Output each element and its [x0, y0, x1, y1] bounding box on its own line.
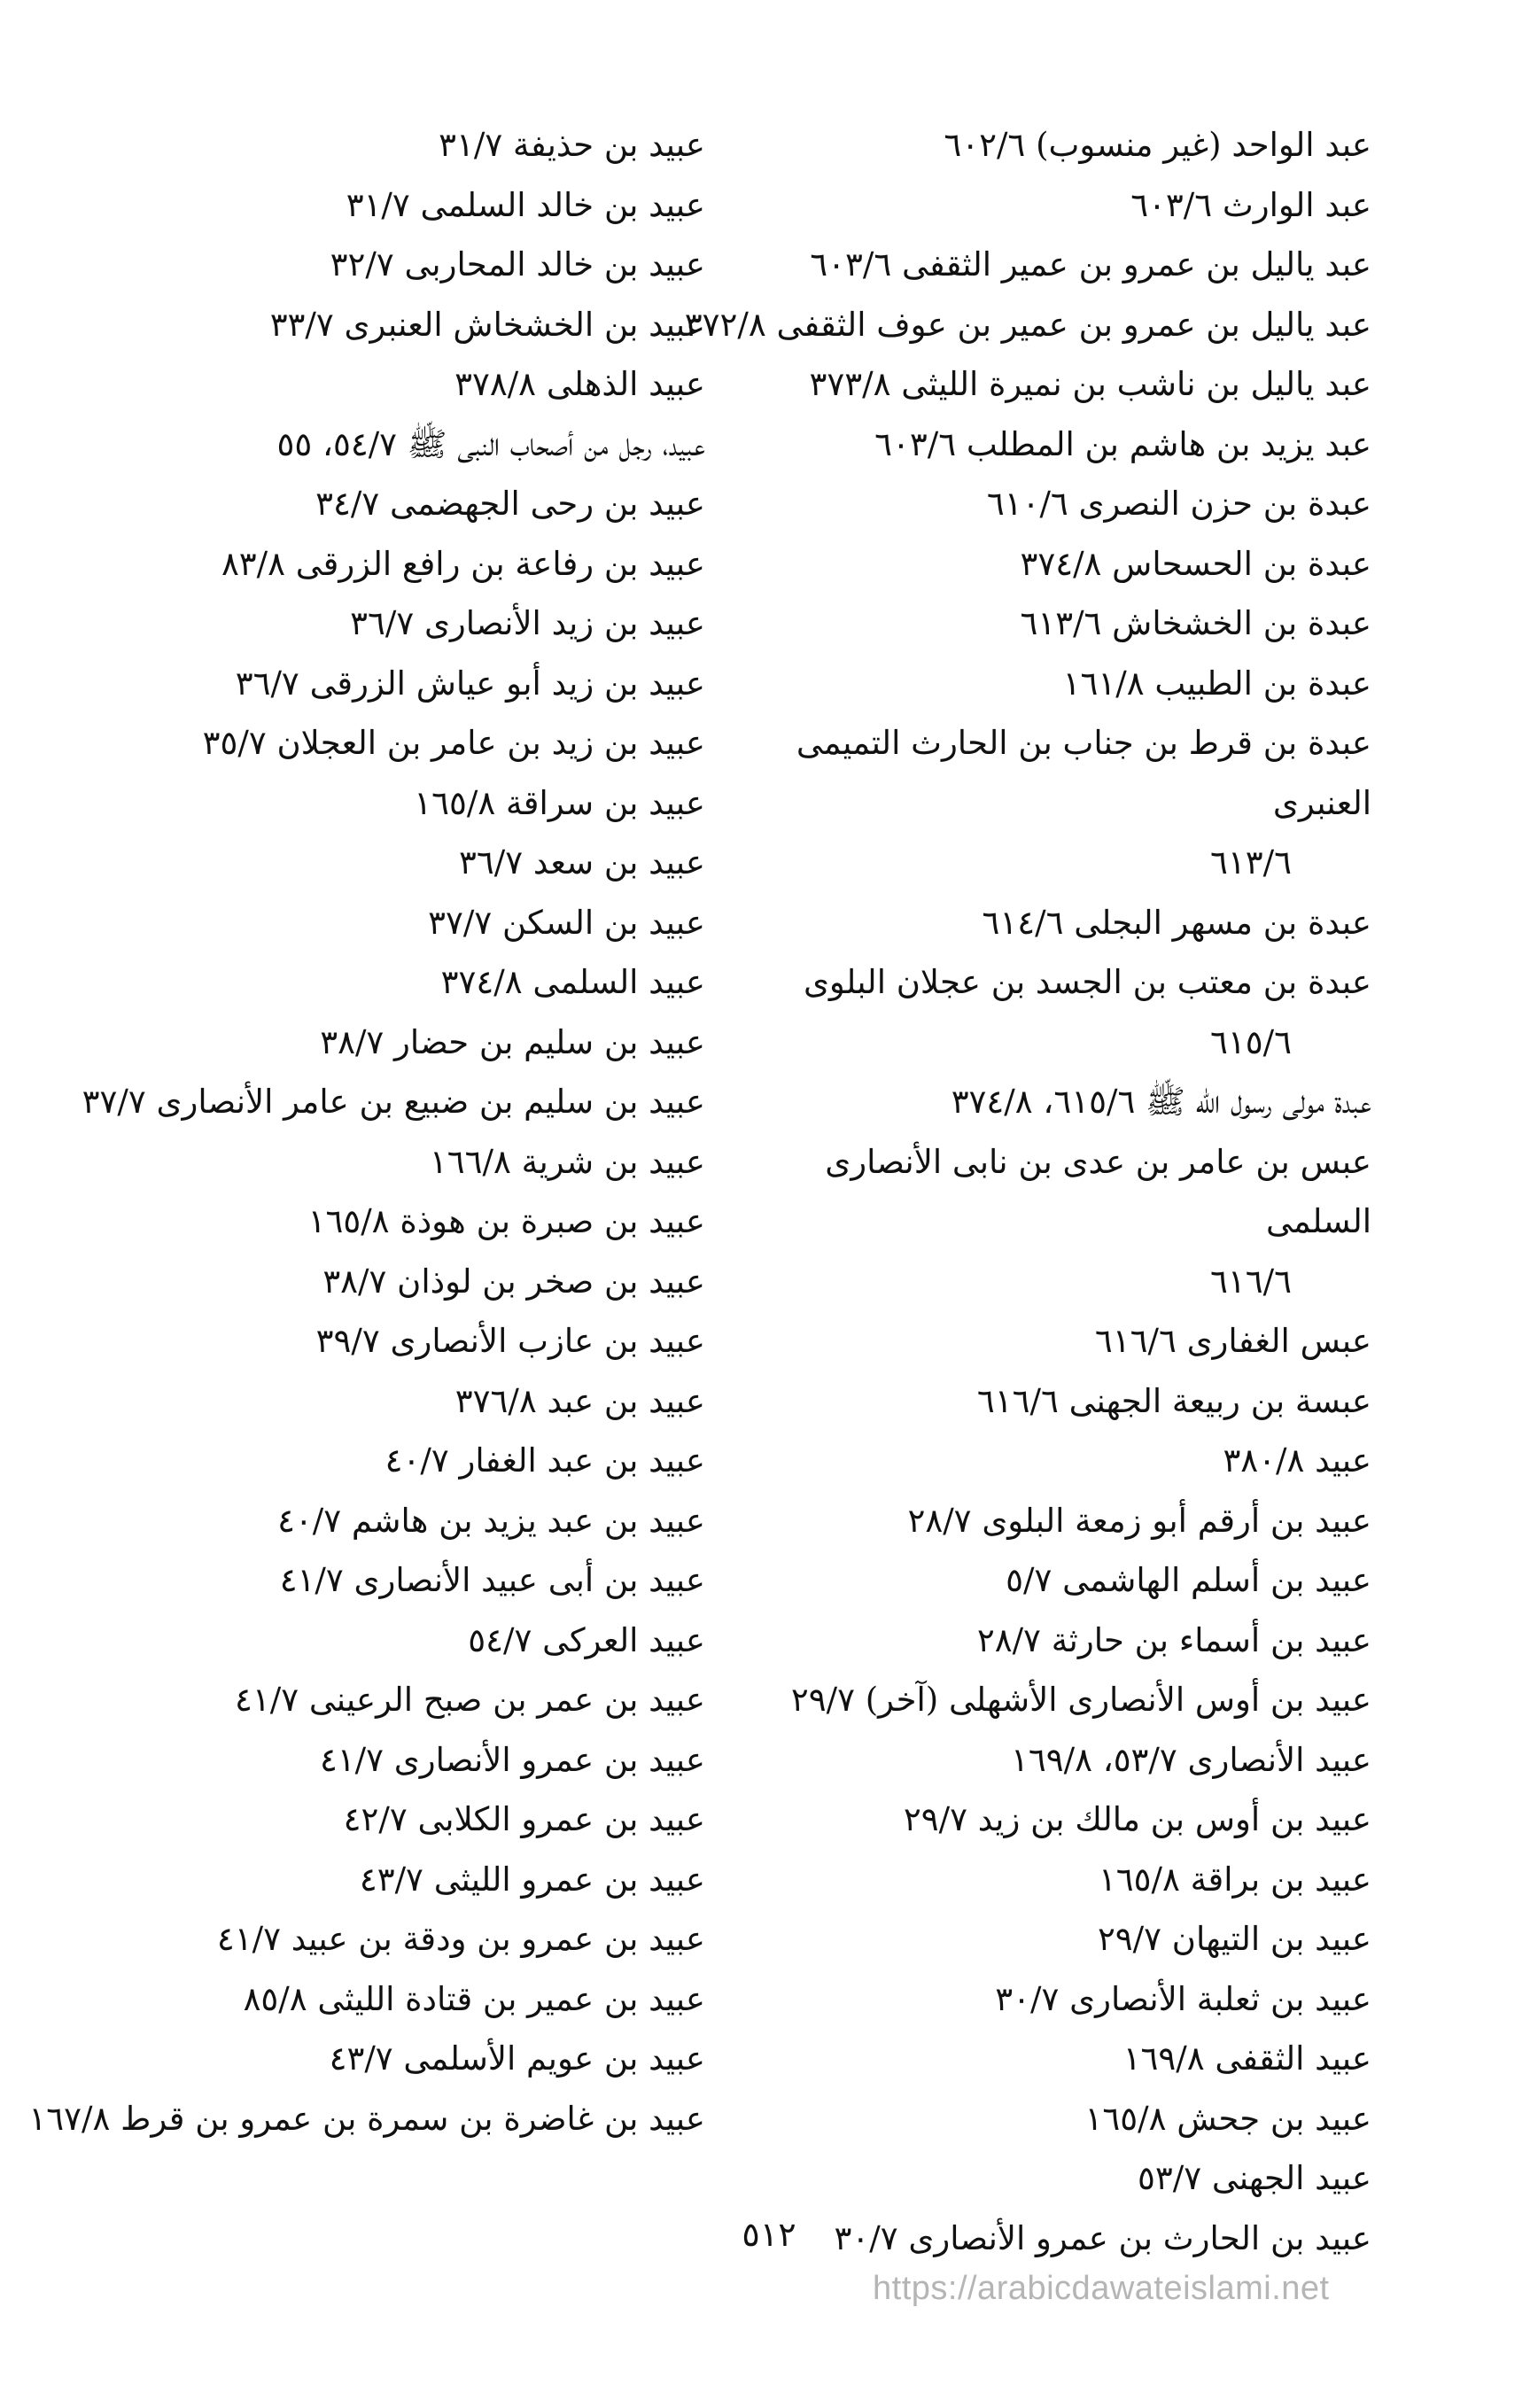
index-entry [85, 713, 705, 773]
entry-text: عبيد بن صخر بن لوذان ٣٨/٧ [322, 1262, 705, 1301]
entry-text: عبيد بن عمرو بن ودقة بن عبيد ٤١/٧ [216, 1920, 705, 1958]
index-entry [751, 1611, 1371, 1671]
entry-text: عبيد بن رحى الجهضمى ٣٤/٧ [315, 485, 705, 523]
entry-text: عبيد ٣٨٠/٨ [1223, 1441, 1371, 1480]
index-entry [751, 354, 1371, 415]
index-entry [751, 534, 1371, 594]
entry-text: عبيد العركى ٥٤/٧ [468, 1620, 705, 1659]
index-entry [751, 1431, 1371, 1491]
entry-text: عبيد الثقفى ١٦٩/٨ [1122, 2039, 1371, 2078]
entry-text: عبيد بن سعد ٣٦/٧ [459, 843, 705, 882]
entry-text: عبيد بن أوس بن مالك بن زيد ٢٩/٧ [903, 1800, 1371, 1838]
index-entry [751, 1132, 1371, 1312]
entry-text: عبيد بن صبرة بن هوذة ١٦٥/٨ [307, 1202, 705, 1240]
entry-text: عبيد بن ثعلبة الأنصارى ٣٠/٧ [995, 1979, 1371, 2018]
entry-text: عبيد بن عمرو الكلابى ٤٢/٧ [343, 1800, 705, 1838]
entry-text: عبيد بن غاضرة بن سمرة بن عمرو بن قرط ١٦٧/٨ [28, 2099, 705, 2138]
entry-text: عبيد بن أرقم أبو زمعة البلوى ٢٨/٧ [907, 1501, 1371, 1540]
entry-text: عبد الواحد (غير منسوب) ٦٠٢/٦ [944, 126, 1371, 164]
index-entry [684, 295, 1371, 355]
index-entry [85, 1790, 705, 1850]
entry-text: عبيد بن عازب الأنصارى ٣٩/٧ [315, 1322, 705, 1360]
index-entry [751, 1790, 1371, 1850]
entry-text: عبيد بن السكن ٣٧/٧ [428, 903, 705, 942]
entry-text: عبدة بن حزن النصرى ٦١٠/٦ [986, 485, 1371, 523]
entry-text: عبيد بن جحش ١٦٥/٨ [1084, 2099, 1371, 2138]
index-entry [751, 1850, 1371, 1910]
index-entry [85, 1969, 705, 2030]
index-entry [85, 654, 705, 714]
entry-text: عبد ياليل بن ناشب بن نميرة الليثى ٣٧٣/٨ [809, 365, 1371, 403]
entry-text: عبد الوارث ٦٠٣/٦ [1130, 185, 1371, 224]
entry-text: عبيد بن الحارث بن عمرو الأنصارى ٣٠/٧ [834, 2218, 1371, 2257]
index-entry [85, 1311, 705, 1371]
index-entry [85, 594, 705, 654]
index-entry [751, 1072, 1371, 1132]
index-entry [85, 2029, 705, 2089]
entry-text: عبد ياليل بن عمرو بن عمير بن عوف الثقفى ٣٧٢/٨ [684, 305, 1371, 344]
entry-continuation: ٦١٣/٦ [1210, 843, 1292, 882]
entry-text: عبيد بن سليم بن ضبيع بن عامر الأنصارى ٣٧/٧ [82, 1083, 705, 1121]
index-entry [751, 415, 1371, 475]
index-entry [751, 893, 1371, 953]
entry-text: عبيد بن شرية ١٦٦/٨ [429, 1142, 705, 1181]
entry-text: عبيد الذهلى ٣٧٨/٨ [454, 365, 705, 403]
index-entry [751, 474, 1371, 534]
entry-text: عبدة بن الطبيب ١٦١/٨ [1062, 664, 1371, 703]
index-entry [85, 1252, 705, 1312]
index-entry [85, 1491, 705, 1551]
index-entry [751, 1969, 1371, 2030]
entry-text: عبيد بن أسماء بن حارثة ٢٨/٧ [976, 1620, 1371, 1659]
index-entry [85, 1670, 705, 1730]
watermark-url: https://arabicdawateislami.net [873, 2270, 1330, 2307]
entry-text: عبس بن عامر بن عدى بن نابى الأنصارى السلمى [825, 1142, 1371, 1240]
entry-text: عبيد، رجل من أصحاب النبى ﷺ ٥٤/٧، ٥٥ [276, 424, 705, 463]
index-entry [85, 893, 705, 953]
index-entry [751, 2089, 1371, 2149]
entry-text: عبيد بن سراقة ١٦٥/٨ [414, 783, 705, 822]
index-entry [751, 713, 1371, 893]
index-entry [751, 1371, 1371, 1432]
index-entry [751, 175, 1371, 236]
entry-text: عبدة بن مسهر البجلى ٦١٤/٦ [982, 903, 1371, 942]
index-entry [85, 1013, 705, 1073]
entry-continuation: ٦١٦/٦ [1210, 1262, 1292, 1301]
index-entry [85, 1550, 705, 1611]
entry-text: عبيد بن عمرو الأنصارى ٤١/٧ [319, 1740, 705, 1779]
entry-text: عبيد بن خالد المحاربى ٣٢/٧ [330, 245, 705, 284]
entry-text: عبيد بن خالد السلمى ٣١/٧ [346, 185, 705, 224]
entry-text: عبيد بن براقة ١٦٥/٨ [1098, 1860, 1371, 1899]
index-entry [751, 2029, 1371, 2089]
entry-text: عبيد بن عبد يزيد بن هاشم ٤٠/٧ [277, 1501, 705, 1540]
index-entry [28, 2089, 705, 2149]
entry-text: عبيد بن عمرو الليثى ٤٣/٧ [359, 1860, 705, 1899]
index-entry [751, 1311, 1371, 1371]
entry-text: عبيد بن أوس الأنصارى الأشهلى (آخر) ٢٩/٧ [790, 1681, 1371, 1719]
entry-text: عبدة بن معتب بن الجسد بن عجلان البلوى [803, 963, 1371, 1001]
entry-text: عبيد بن عمر بن صبح الرعينى ٤١/٧ [235, 1681, 705, 1719]
index-entry [85, 1909, 705, 1969]
index-entry [751, 952, 1371, 1072]
index-entry [751, 1670, 1371, 1730]
index-entry [85, 415, 705, 475]
index-entry [85, 1850, 705, 1910]
index-entry [85, 833, 705, 893]
entry-text: عبيد بن أسلم الهاشمى ٥/٧ [1006, 1561, 1371, 1599]
index-entry [85, 1192, 705, 1252]
entry-text: عبيد بن أبى عبيد الأنصارى ٤١/٧ [279, 1561, 705, 1599]
entry-text: عبيد بن عبد ٣٧٦/٨ [454, 1381, 705, 1420]
index-entry [85, 1730, 705, 1790]
entry-text: عبسة بن ربيعة الجهنى ٦١٦/٦ [976, 1381, 1371, 1420]
index-entry [85, 952, 705, 1013]
index-entry [85, 115, 705, 175]
index-entry [85, 354, 705, 415]
index-entry [751, 2148, 1371, 2209]
entry-text: عبيد بن عبد الغفار ٤٠/٧ [384, 1441, 705, 1480]
index-column-right [684, 115, 1371, 2268]
entry-text: عبيد بن التيهان ٢٩/٧ [1097, 1920, 1371, 1958]
index-entry [751, 115, 1371, 175]
index-entry [85, 534, 705, 594]
entry-text: عبيد بن زيد بن عامر بن العجلان ٣٥/٧ [202, 724, 705, 762]
index-entry [751, 1730, 1371, 1790]
index-entry [85, 474, 705, 534]
entry-text: عبد يزيد بن هاشم بن المطلب ٦٠٣/٦ [874, 424, 1371, 463]
index-entry [751, 235, 1371, 295]
index-entry [82, 1072, 705, 1132]
entry-text: عبيد بن زيد الأنصارى ٣٦/٧ [350, 604, 705, 642]
index-entry [751, 1550, 1371, 1611]
index-entry [85, 1132, 705, 1192]
entry-text: عبيد بن عمير بن قتادة الليثى ٨٥/٨ [243, 1979, 705, 2018]
index-entry [85, 1431, 705, 1491]
entry-text: عبيد الأنصارى ٥٣/٧، ١٦٩/٨ [1011, 1740, 1371, 1779]
entry-text: عبيد بن سليم بن حضار ٣٨/٧ [320, 1022, 705, 1061]
entry-text: عبس الغفارى ٦١٦/٦ [1094, 1322, 1371, 1360]
entry-text: عبيد بن رفاعة بن رافع الزرقى ٨٣/٨ [221, 544, 705, 583]
entry-text: عبيد السلمى ٣٧٤/٨ [440, 963, 705, 1001]
entry-text: عبدة مولى رسول الله ﷺ ٦١٥/٦، ٣٧٤/٨ [951, 1083, 1371, 1121]
entry-text: عبدة بن الخشخاش ٦١٣/٦ [1020, 604, 1371, 642]
entry-text: عبد ياليل بن عمرو بن عمير الثقفى ٦٠٣/٦ [810, 245, 1371, 284]
index-entry [751, 654, 1371, 714]
entry-text: عبيد بن عويم الأسلمى ٤٣/٧ [329, 2039, 705, 2078]
index-column-left [28, 115, 705, 2148]
index-entry [85, 1611, 705, 1671]
index-entry [85, 175, 705, 236]
entry-continuation: ٦١٥/٦ [1210, 1022, 1292, 1061]
index-entry [85, 235, 705, 295]
index-entry [85, 1371, 705, 1432]
index-entry [85, 295, 705, 355]
index-entry [85, 773, 705, 834]
entry-text: عبيد بن الخشخاش العنبرى ٣٣/٧ [269, 305, 705, 344]
index-entry [751, 1909, 1371, 1969]
entry-text: عبدة بن قرط بن جناب بن الحارث التميمى العنبرى [796, 724, 1371, 822]
entry-text: عبدة بن الحسحاس ٣٧٤/٨ [1020, 544, 1371, 583]
page-number: ٥١٢ [742, 2215, 796, 2254]
index-entry [751, 1491, 1371, 1551]
index-entry [751, 594, 1371, 654]
entry-text: عبيد بن زيد أبو عياش الزرقى ٣٦/٧ [235, 664, 705, 703]
entry-text: عبيد الجهنى ٥٣/٧ [1138, 2159, 1371, 2197]
entry-text: عبيد بن حذيفة ٣١/٧ [439, 126, 705, 164]
